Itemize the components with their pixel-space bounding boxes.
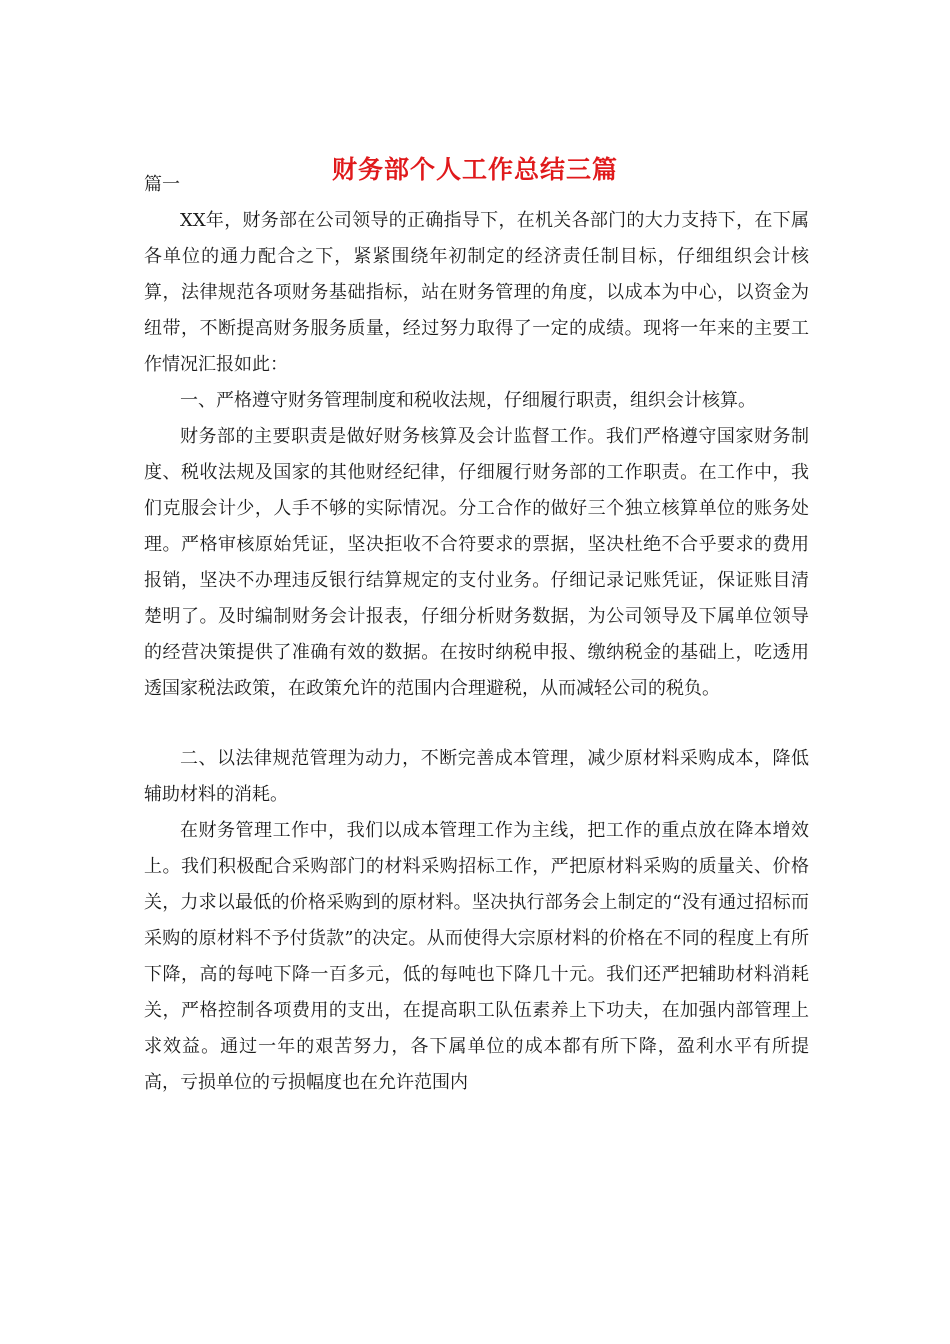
document-body (144, 167, 809, 1101)
paragraph-two: 在财务管理工作中，我们以成本管理工作为主线，把工作的重点放在降本增效上。我们积极配合采购部门的材料采购招标工作，严把原材料采购的质量关、价格关，力求以最低的价格采购到的原材料。坚决执行部务会上制定的“没有通过招标而采购的原材料不予付货款”的决定。从而使得大宗原材料的价格在不同的程度上有所下降，高的每吨下降一百多元，低的每吨也下降几十元。我们还严把辅助材料消耗关，严格控制各项费用的支出，在提高职工队伍素养上下功夫，在加强内部管理上求效益。通过一年的艰苦努力，各下属单位的成本都有所下降，盈利水平有所提高，亏损单位的亏损幅度也在允许范围内 (144, 820, 809, 1093)
heading-two: 二、以法律规范管理为动力，不断完善成本管理，减少原材料采购成本，降低辅助材料的消耗。 (144, 748, 809, 805)
paragraph-gap (144, 707, 809, 743)
document-title: 财务部个人工作总结三篇 (331, 155, 618, 184)
paragraph-intro: XX年，财务部在公司领导的正确指导下，在机关各部门的大力支持下，在下属各单位的通力配合之下，紧紧围绕年初制定的经济责任制目标，仔细组织会计核算，法律规范各项财务基础指标，站在财务管理的角度，以成本为中心，以资金为纽带，不断提高财务服务质量，经过努力取得了一定的成绩。现将一年来的主要工作情况汇报如此： (144, 210, 809, 375)
heading-one: 一、严格遵守财务管理制度和税收法规，仔细履行职责，组织会计核算。 (180, 390, 756, 411)
paragraph-one: 财务部的主要职责是做好财务核算及会计监督工作。我们严格遵守国家财务制度、税收法规及国家的其他财经纪律，仔细履行财务部的工作职责。在工作中，我们克服会计少，人手不够的实际情况。分工合作的做好三个独立核算单位的账务处理。严格审核原始凭证，坚决拒收不合符要求的票据，坚决杜绝不合乎要求的费用报销，坚决不办理违反银行结算规定的支付业务。仔细记录记账凭证，保证账目清楚明了。及时编制财务会计报表，仔细分析财务数据，为公司领导及下属单位领导的经营决策提供了准确有效的数据。在按时纳税申报、缴纳税金的基础上，吃透用透国家税法政策，在政策允许的范围内合理避税，从而减轻公司的税负。 (144, 426, 809, 699)
section-label: 篇一 (144, 174, 180, 195)
